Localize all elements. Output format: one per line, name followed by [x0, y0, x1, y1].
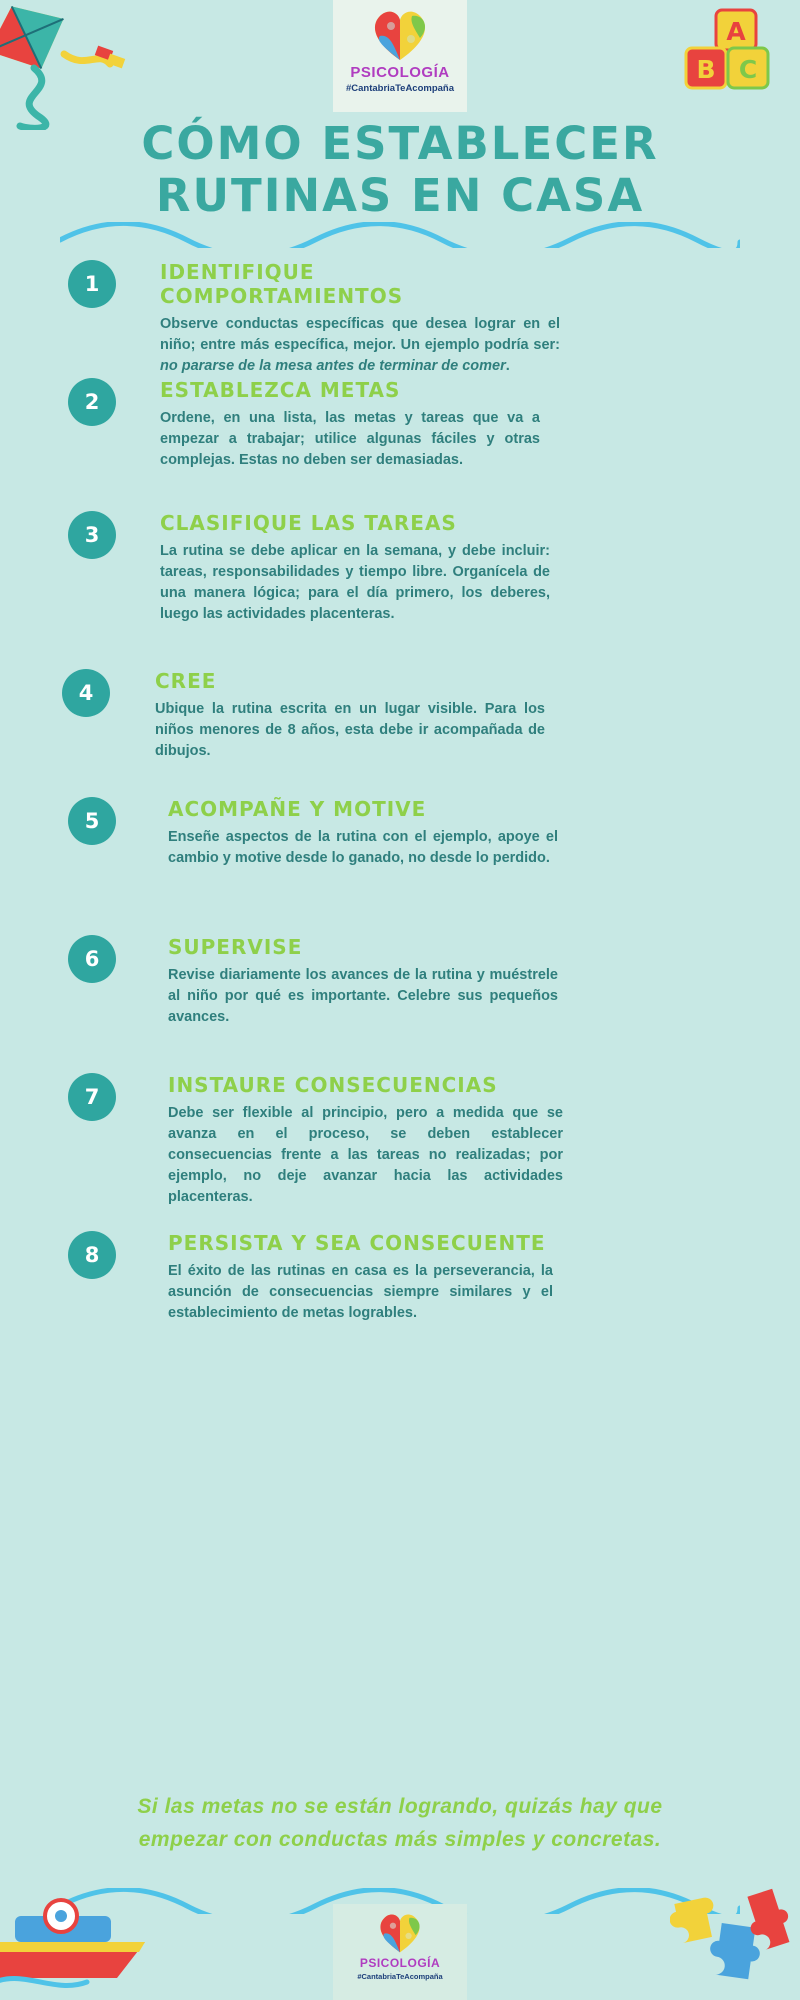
- step-item: [0, 511, 800, 661]
- abc-blocks-icon: [680, 8, 790, 108]
- logo-hashtag: #CantabriaTeAcompaña: [345, 83, 455, 94]
- step-title: IDENTIFIQUE COMPORTAMIENTOS: [160, 260, 404, 308]
- step-number-badge: 2: [68, 378, 116, 426]
- step-text: [160, 314, 560, 377]
- step-text: Ordene, en una lista, las metas y tareas que va a empezar a trabajar; utilice algunas fáciles y otras complejas. Estas no deben ser demasiadas.: [160, 410, 540, 468]
- svg-text:B: B: [696, 55, 716, 84]
- step-text: Ubique la rutina escrita en un lugar visible. Para los niños menores de 8 años, esta debe ir acompañada de dibujos.: [155, 701, 545, 759]
- title-line-1: CÓMO ESTABLECER: [141, 117, 659, 170]
- step-number-badge: 1: [68, 260, 116, 308]
- svg-text:A: A: [726, 17, 746, 46]
- step-title: SUPERVISE: [168, 935, 303, 959]
- closing-line-2: empezar con conductas más simples y concretas.: [138, 1828, 662, 1851]
- steps-list: [0, 258, 800, 1359]
- footer-logo-hashtag: #CantabriaTeAcompaña: [357, 1972, 443, 1981]
- step-item: [0, 935, 800, 1065]
- step-item: [0, 1073, 800, 1223]
- step-number-badge: 6: [68, 935, 116, 983]
- step-text: Debe ser flexible al principio, pero a medida que se avanza en el proceso, se deben establecer consecuencias frente a las tareas no realizadas; por ejemplo, no deje avanzar hacia las actividades placenteras.: [168, 1105, 563, 1205]
- step-text: Enseñe aspectos de la rutina con el ejemplo, apoye el cambio y motive desde lo ganado, no desde lo perdido.: [168, 829, 558, 866]
- step-title: CREE: [155, 669, 217, 693]
- step-text: La rutina se debe aplicar en la semana, y debe incluir: tareas, responsabilidades y tiempo libre. Organícela de una manera lógica; para el día primero, los deberes, luego las actividades placenteras.: [160, 543, 550, 622]
- step-text-before: Observe conductas específicas que desea lograr en el niño; entre más específica, mejor. Un ejemplo podría ser:: [160, 316, 560, 353]
- step-text-after: .: [505, 358, 510, 374]
- step-number-badge: 3: [68, 511, 116, 559]
- step-number-badge: 8: [68, 1231, 116, 1279]
- step-item: [0, 378, 800, 503]
- brand-logo: [333, 0, 467, 112]
- step-number-badge: 4: [62, 669, 110, 717]
- kite-icon: [0, 0, 160, 130]
- step-number-badge: 7: [68, 1073, 116, 1121]
- step-text: El éxito de las rutinas en casa es la perseverancia, la asunción de consecuencias siempre similares y el establecimiento de metas logrables.: [168, 1263, 553, 1321]
- step-item: [0, 669, 800, 789]
- toy-boat-icon: [0, 1890, 165, 2000]
- puzzle-heart-icon: [368, 6, 432, 62]
- step-title: INSTAURE CONSECUENCIAS: [168, 1073, 498, 1097]
- puzzle-heart-icon: [375, 1910, 425, 1954]
- title-line-2: RUTINAS EN CASA: [155, 169, 645, 222]
- step-text-italic: no pararse de la mesa antes de terminar de comer: [160, 358, 506, 374]
- svg-text:C: C: [738, 55, 758, 84]
- step-text: Revise diariamente los avances de la rutina y muéstrele al niño por qué es importante. Celebre sus pequeños avances.: [168, 967, 558, 1025]
- step-title: CLASIFIQUE LAS TAREAS: [160, 511, 457, 535]
- step-title: PERSISTA Y SEA CONSECUENTE: [168, 1231, 546, 1255]
- logo-brand-text: PSICOLOGÍA: [350, 64, 450, 81]
- step-title: ACOMPAÑE Y MOTIVE: [168, 797, 427, 821]
- wave-divider-icon: [60, 222, 740, 248]
- step-title: ESTABLEZCA METAS: [160, 378, 401, 402]
- puzzle-pieces-icon: [670, 1885, 790, 1995]
- step-item: [0, 797, 800, 927]
- step-item: [0, 1231, 800, 1351]
- step-number-badge: 5: [68, 797, 116, 845]
- step-item: [0, 260, 800, 374]
- page-title: [0, 118, 800, 222]
- footer-logo-brand-text: PSICOLOGÍA: [359, 1956, 441, 1970]
- closing-line-1: Si las metas no se están logrando, quizás hay que: [137, 1795, 663, 1818]
- closing-note: [0, 1790, 800, 1856]
- footer-brand-logo: [333, 1904, 467, 2000]
